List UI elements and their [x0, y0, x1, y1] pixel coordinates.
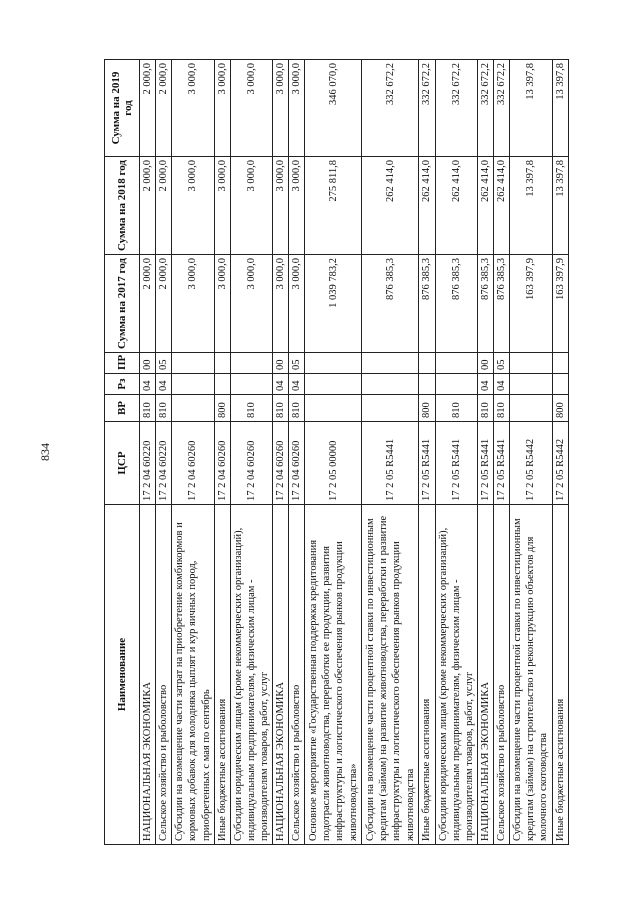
cell-vr — [172, 395, 214, 422]
cell-vr — [305, 395, 362, 422]
cell-csr: 17 2 05 R5441 — [362, 422, 419, 505]
cell-s2019: 13 397,8 — [510, 60, 552, 157]
cell-s2017: 876 385,3 — [494, 255, 510, 353]
cell-pr: 05 — [289, 353, 305, 374]
cell-name: НАЦИОНАЛЬНАЯ ЭКОНОМИКА — [140, 505, 156, 845]
cell-s2017: 2 000,0 — [140, 255, 156, 353]
table-header-row — [105, 60, 140, 845]
cell-s2018: 3 000,0 — [289, 157, 305, 255]
table-row — [510, 60, 552, 845]
cell-s2018: 3 000,0 — [214, 157, 230, 255]
cell-pr — [510, 353, 552, 374]
cell-rz — [419, 374, 435, 395]
cell-s2017: 3 000,0 — [172, 255, 214, 353]
cell-s2019: 2 000,0 — [140, 60, 156, 157]
cell-name: Субсидии юридическим лицам (кроме некоммерческих организаций), индивидуальным предпринимателям, физическим лицам - производителям товаров, работ, услуг — [230, 505, 272, 845]
cell-name: Основное мероприятие «Государственная поддержка кредитования подотрасли животноводства, переработки ее продукции, развития инфраструктуры и логистического обеспечения рынков продукции животноводства» — [305, 505, 362, 845]
cell-s2018: 262 414,0 — [419, 157, 435, 255]
cell-pr — [362, 353, 419, 374]
cell-vr — [510, 395, 552, 422]
header-sum-2017: Сумма на 2017 год — [105, 255, 140, 353]
cell-s2019: 3 000,0 — [214, 60, 230, 157]
cell-s2017: 2 000,0 — [156, 255, 172, 353]
cell-s2017: 163 397,9 — [552, 255, 568, 353]
cell-vr: 810 — [273, 395, 289, 422]
cell-vr: 810 — [435, 395, 477, 422]
cell-rz: 04 — [156, 374, 172, 395]
cell-s2018: 2 000,0 — [140, 157, 156, 255]
cell-csr: 17 2 05 R5441 — [419, 422, 435, 505]
cell-name: Субсидии на возмещение части затрат на приобретение комбикормов и кормовых добавок для молодняка цыплят и кур яичных пород, приобретенных с мая по сентябрь — [172, 505, 214, 845]
page-number: 834 — [37, 443, 52, 461]
cell-vr: 810 — [230, 395, 272, 422]
cell-rz: 04 — [140, 374, 156, 395]
table-row — [214, 60, 230, 845]
cell-pr — [230, 353, 272, 374]
cell-rz: 04 — [289, 374, 305, 395]
cell-rz — [552, 374, 568, 395]
cell-vr: 810 — [477, 395, 493, 422]
cell-rz — [362, 374, 419, 395]
cell-s2019: 332 672,2 — [494, 60, 510, 157]
cell-rz — [510, 374, 552, 395]
cell-s2017: 3 000,0 — [214, 255, 230, 353]
cell-pr: 05 — [156, 353, 172, 374]
cell-pr: 00 — [140, 353, 156, 374]
table-row — [552, 60, 568, 845]
cell-name: Сельское хозяйство и рыболовство — [289, 505, 305, 845]
cell-csr: 17 2 05 R5441 — [477, 422, 493, 505]
cell-name: Иные бюджетные ассигнования — [214, 505, 230, 845]
cell-rz: 04 — [273, 374, 289, 395]
cell-s2018: 3 000,0 — [230, 157, 272, 255]
cell-rz: 04 — [477, 374, 493, 395]
cell-s2017: 3 000,0 — [273, 255, 289, 353]
cell-s2018: 262 414,0 — [477, 157, 493, 255]
table-row — [435, 60, 477, 845]
cell-pr — [552, 353, 568, 374]
cell-pr — [435, 353, 477, 374]
cell-rz — [435, 374, 477, 395]
cell-csr: 17 2 04 60220 — [140, 422, 156, 505]
cell-s2018: 262 414,0 — [435, 157, 477, 255]
budget-table — [104, 59, 569, 845]
cell-s2017: 876 385,3 — [362, 255, 419, 353]
cell-vr — [362, 395, 419, 422]
cell-vr: 810 — [494, 395, 510, 422]
cell-name: НАЦИОНАЛЬНАЯ ЭКОНОМИКА — [477, 505, 493, 845]
cell-pr: 00 — [477, 353, 493, 374]
cell-name: Субсидии на возмещение части процентной ставки по инвестиционным кредитам (займам) на строительство и реконструкцию объектов для молочного скотоводства — [510, 505, 552, 845]
cell-s2019: 332 672,2 — [435, 60, 477, 157]
table-row — [156, 60, 172, 845]
cell-s2017: 3 000,0 — [289, 255, 305, 353]
cell-s2018: 2 000,0 — [156, 157, 172, 255]
cell-csr: 17 2 05 R5442 — [510, 422, 552, 505]
header-sum-2019: Сумма на 2019 год — [105, 60, 140, 157]
table-row — [477, 60, 493, 845]
cell-name: Сельское хозяйство и рыболовство — [494, 505, 510, 845]
cell-csr: 17 2 04 60260 — [289, 422, 305, 505]
cell-csr: 17 2 04 60260 — [230, 422, 272, 505]
cell-csr: 17 2 05 R5441 — [494, 422, 510, 505]
table-row — [172, 60, 214, 845]
cell-pr: 00 — [273, 353, 289, 374]
cell-csr: 17 2 05 R5441 — [435, 422, 477, 505]
cell-s2019: 2 000,0 — [156, 60, 172, 157]
table-row — [230, 60, 272, 845]
cell-s2018: 13 397,8 — [510, 157, 552, 255]
cell-s2017: 1 039 783,2 — [305, 255, 362, 353]
cell-vr: 800 — [552, 395, 568, 422]
cell-s2019: 3 000,0 — [230, 60, 272, 157]
cell-vr: 810 — [140, 395, 156, 422]
cell-name: Иные бюджетные ассигнования — [419, 505, 435, 845]
cell-pr — [214, 353, 230, 374]
cell-pr — [305, 353, 362, 374]
cell-csr: 17 2 04 60260 — [273, 422, 289, 505]
cell-csr: 17 2 04 60220 — [156, 422, 172, 505]
cell-vr: 810 — [289, 395, 305, 422]
cell-rz — [305, 374, 362, 395]
cell-rz — [230, 374, 272, 395]
cell-csr: 17 2 04 60260 — [214, 422, 230, 505]
cell-s2017: 163 397,9 — [510, 255, 552, 353]
cell-vr: 800 — [214, 395, 230, 422]
cell-s2019: 332 672,2 — [419, 60, 435, 157]
cell-s2018: 262 414,0 — [494, 157, 510, 255]
cell-s2018: 13 397,8 — [552, 157, 568, 255]
header-sum-2018: Сумма на 2018 год — [105, 157, 140, 255]
cell-s2019: 3 000,0 — [289, 60, 305, 157]
cell-name: Иные бюджетные ассигнования — [552, 505, 568, 845]
cell-rz — [214, 374, 230, 395]
cell-s2018: 3 000,0 — [172, 157, 214, 255]
cell-s2019: 3 000,0 — [172, 60, 214, 157]
cell-s2017: 876 385,3 — [419, 255, 435, 353]
cell-csr: 17 2 04 60260 — [172, 422, 214, 505]
cell-name: НАЦИОНАЛЬНАЯ ЭКОНОМИКА — [273, 505, 289, 845]
header-csr: ЦСР — [105, 422, 140, 505]
cell-name: Субсидии юридическим лицам (кроме некоммерческих организаций), индивидуальным предпринимателям, физическим лицам - производителям товаров, работ, услуг — [435, 505, 477, 845]
cell-pr — [172, 353, 214, 374]
cell-s2018: 275 811,8 — [305, 157, 362, 255]
header-rz: Рз — [105, 374, 140, 395]
table-row — [140, 60, 156, 845]
cell-csr: 17 2 05 00000 — [305, 422, 362, 505]
cell-s2017: 876 385,3 — [435, 255, 477, 353]
cell-vr: 810 — [156, 395, 172, 422]
cell-name: Сельское хозяйство и рыболовство — [156, 505, 172, 845]
table-row — [494, 60, 510, 845]
cell-rz: 04 — [494, 374, 510, 395]
cell-s2019: 13 397,8 — [552, 60, 568, 157]
table-row — [305, 60, 362, 845]
cell-s2018: 3 000,0 — [273, 157, 289, 255]
table-row — [273, 60, 289, 845]
header-vr: ВР — [105, 395, 140, 422]
header-pr: ПР — [105, 353, 140, 374]
table-row — [289, 60, 305, 845]
cell-vr: 800 — [419, 395, 435, 422]
cell-s2018: 262 414,0 — [362, 157, 419, 255]
cell-s2017: 3 000,0 — [230, 255, 272, 353]
cell-rz — [172, 374, 214, 395]
cell-s2019: 332 672,2 — [362, 60, 419, 157]
cell-csr: 17 2 05 R5442 — [552, 422, 568, 505]
header-name: Наименование — [105, 505, 140, 845]
cell-s2019: 332 672,2 — [477, 60, 493, 157]
cell-s2017: 876 385,3 — [477, 255, 493, 353]
table-row — [419, 60, 435, 845]
cell-s2019: 3 000,0 — [273, 60, 289, 157]
cell-s2019: 346 070,0 — [305, 60, 362, 157]
cell-pr — [419, 353, 435, 374]
rotated-table-container — [104, 60, 566, 845]
table-row — [362, 60, 419, 845]
cell-name: Субсидии на возмещение части процентной ставки по инвестиционным кредитам (займам) на развитие животноводства, переработки и развитие инфраструктуры и логистического обеспечения рынков продукции животноводства — [362, 505, 419, 845]
rotated-table-region — [104, 60, 566, 845]
cell-pr: 05 — [494, 353, 510, 374]
